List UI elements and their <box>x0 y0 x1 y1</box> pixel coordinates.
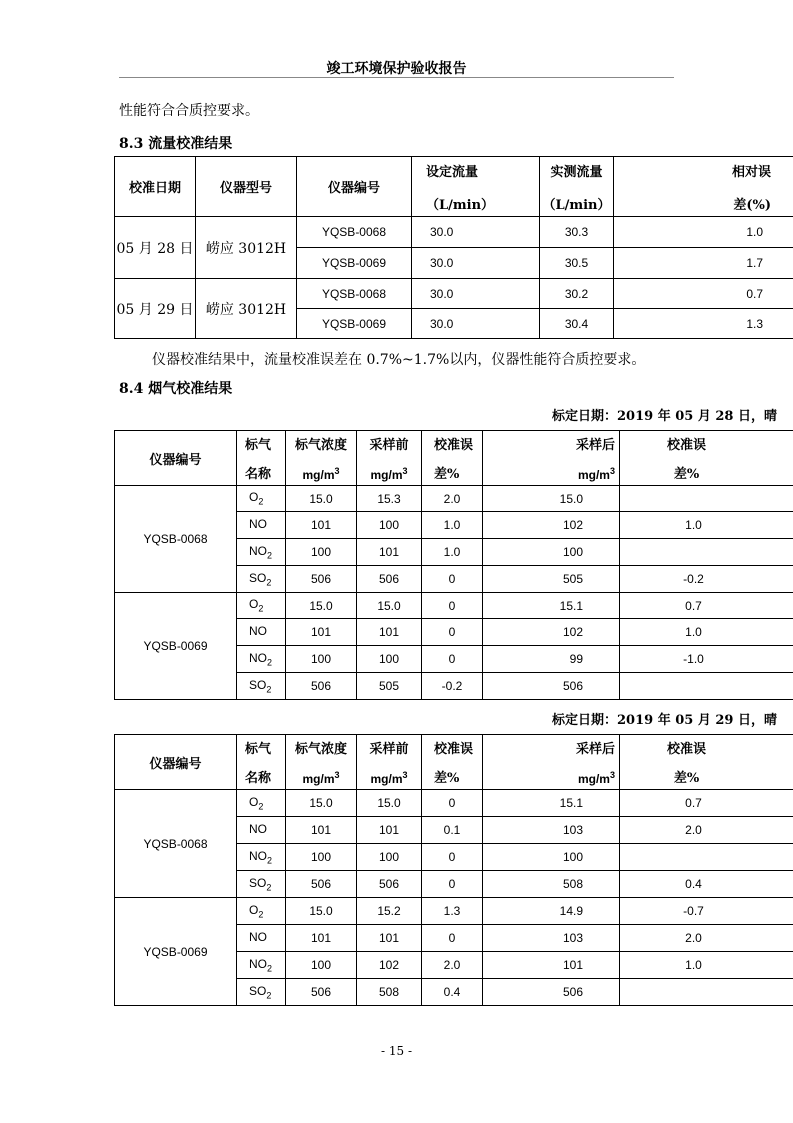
gas-name <box>237 512 286 539</box>
gas-err1: 1.0 <box>422 512 483 539</box>
gas-err2: 0.7 <box>620 593 793 619</box>
flow-date: 05 月 29 日 <box>115 279 196 339</box>
gas-err2 <box>620 844 793 871</box>
gas-formula: SO <box>249 570 267 585</box>
header-after-line1: 采样后 <box>575 438 615 453</box>
gas-formula: NO <box>249 956 267 971</box>
gas-instrument-id: YQSB-0069 <box>115 898 237 1006</box>
flow-conclusion: 仪器校准结果中，流量校准误差在 0.7%~1.7%以内，仪器性能符合质控要求。 <box>152 352 646 368</box>
header-conc-unit <box>302 466 339 482</box>
flow-error: 0.7 <box>614 279 793 309</box>
unit-exponent: 3 <box>402 770 408 780</box>
gas-before: 100 <box>357 844 422 871</box>
gas-calibration-table <box>114 430 793 700</box>
flow-row <box>115 217 793 248</box>
header-gas-line1: 标气 <box>245 742 272 757</box>
gas-conc: 100 <box>286 952 357 979</box>
flow-measured: 30.2 <box>540 279 614 309</box>
gas-after: 99 <box>483 646 620 673</box>
gas-formula: O <box>249 902 259 917</box>
header-conc-line1: 标气浓度 <box>294 742 347 757</box>
gas-before: 505 <box>357 673 422 700</box>
gas-err2: 0.4 <box>620 871 793 898</box>
gas-name <box>237 619 286 646</box>
flow-measured: 30.4 <box>540 309 614 339</box>
gas-conc: 100 <box>286 539 357 566</box>
header-err2-line2: 差% <box>673 771 700 786</box>
gas-formula-subscript: 2 <box>267 855 273 866</box>
gas-err2: 1.0 <box>620 512 793 539</box>
gas-err2: -1.0 <box>620 646 793 673</box>
header-rule <box>119 77 674 78</box>
unit-text: mg/m <box>302 468 335 482</box>
gas-formula: NO <box>249 516 267 531</box>
gas-conc: 15.0 <box>286 486 357 512</box>
header-id: 仪器编号 <box>115 431 237 486</box>
gas-name <box>237 871 286 898</box>
header-err2-line1: 校准误 <box>666 742 706 757</box>
gas-err1: 2.0 <box>422 952 483 979</box>
gas-err1: 0 <box>422 844 483 871</box>
header-before <box>357 431 422 486</box>
gas-before: 101 <box>357 925 422 952</box>
gas-before: 506 <box>357 871 422 898</box>
gas-after: 103 <box>483 817 620 844</box>
header-gas-name <box>237 735 286 790</box>
gas-row <box>115 790 793 817</box>
flow-set: 30.0 <box>412 279 540 309</box>
flow-header-row <box>115 157 793 217</box>
header-err1-line1: 校准误 <box>434 742 474 757</box>
gas-err2: 1.0 <box>620 619 793 646</box>
gas-conc: 15.0 <box>286 593 357 619</box>
gas-after: 102 <box>483 619 620 646</box>
gas-formula: SO <box>249 983 267 998</box>
section-8-4-title: 8.4 烟气校准结果 <box>119 381 233 397</box>
unit-exponent: 3 <box>334 770 340 780</box>
gas-err1: 0 <box>422 593 483 619</box>
header-after-line1: 采样后 <box>575 742 615 757</box>
gas-before: 15.3 <box>357 486 422 512</box>
header-before <box>357 735 422 790</box>
gas-name <box>237 539 286 566</box>
gas-after: 15.1 <box>483 790 620 817</box>
gas-name <box>237 566 286 593</box>
flow-id: YQSB-0069 <box>297 248 412 279</box>
header-date: 校准日期 <box>115 157 196 217</box>
gas-before: 100 <box>357 512 422 539</box>
gas-err2 <box>620 979 793 1006</box>
gas-after: 505 <box>483 566 620 593</box>
gas-after: 506 <box>483 673 620 700</box>
gas-name <box>237 925 286 952</box>
gas-err1: 0 <box>422 646 483 673</box>
flow-error: 1.3 <box>614 309 793 339</box>
header-err1-line2: 差% <box>434 467 460 482</box>
header-err1 <box>422 431 483 486</box>
gas-formula: SO <box>249 875 267 890</box>
gas-after: 506 <box>483 979 620 1006</box>
gas-name <box>237 790 286 817</box>
unit-text: mg/m <box>577 468 610 482</box>
gas-conc: 100 <box>286 844 357 871</box>
unit-exponent: 3 <box>402 466 408 476</box>
gas-formula-subscript: 2 <box>258 496 264 507</box>
unit-exponent: 3 <box>334 466 340 476</box>
gas-err2: 1.0 <box>620 952 793 979</box>
gas-before: 506 <box>357 566 422 593</box>
gas-before: 15.0 <box>357 790 422 817</box>
gas-before: 100 <box>357 646 422 673</box>
gas-err2: 2.0 <box>620 817 793 844</box>
flow-date: 05 月 28 日 <box>115 217 196 279</box>
gas-conc: 101 <box>286 619 357 646</box>
header-gas-line2: 名称 <box>245 467 272 482</box>
gas-after: 103 <box>483 925 620 952</box>
gas-conc: 101 <box>286 512 357 539</box>
header-before-line1: 采样前 <box>369 438 409 453</box>
header-err2 <box>620 735 793 790</box>
header-relative-error <box>614 157 793 217</box>
gas-conc: 506 <box>286 871 357 898</box>
unit-text: mg/m <box>370 468 403 482</box>
flow-set: 30.0 <box>412 248 540 279</box>
gas-formula: NO <box>249 623 267 638</box>
gas-err2 <box>620 539 793 566</box>
header-gas-line2: 名称 <box>245 771 272 786</box>
gas-after: 101 <box>483 952 620 979</box>
flow-set: 30.0 <box>412 217 540 248</box>
gas-formula: NO <box>249 821 267 836</box>
header-conc-unit <box>302 770 339 786</box>
unit-exponent: 3 <box>609 770 615 780</box>
unit-text: mg/m <box>577 772 610 786</box>
flow-set: 30.0 <box>412 309 540 339</box>
header-after <box>483 431 620 486</box>
gas-err1: 2.0 <box>422 486 483 512</box>
header-before-line1: 采样前 <box>369 742 409 757</box>
gas-after: 508 <box>483 871 620 898</box>
header-relerr-line1: 相对误 <box>731 164 771 180</box>
flow-error: 1.0 <box>614 217 793 248</box>
gas-conc: 101 <box>286 925 357 952</box>
gas-after: 102 <box>483 512 620 539</box>
gas-formula: O <box>249 794 259 809</box>
gas-formula-subscript: 2 <box>266 577 272 588</box>
header-err2-line1: 校准误 <box>666 438 706 453</box>
header-err2-line2: 差% <box>673 467 700 482</box>
header-set-flow <box>412 157 540 217</box>
gas-formula: O <box>249 597 259 612</box>
header-gas-name <box>237 431 286 486</box>
flow-id: YQSB-0069 <box>297 309 412 339</box>
gas-instrument-id: YQSB-0068 <box>115 486 237 593</box>
header-set-flow-line1: 设定流量 <box>426 164 479 180</box>
gas-before: 101 <box>357 539 422 566</box>
gas-err1: 0 <box>422 871 483 898</box>
running-header-title: 竣工环境保护验收报告 <box>326 61 467 77</box>
gas-before: 101 <box>357 619 422 646</box>
header-measured <box>540 157 614 217</box>
intro-text: 性能符合合质控要求。 <box>119 103 259 119</box>
calibration-date-caption: 标定日期：2019 年 05 月 29 日，晴 <box>552 713 777 728</box>
gas-header-row <box>115 431 793 486</box>
gas-name <box>237 817 286 844</box>
gas-after: 15.0 <box>483 486 620 512</box>
header-gas-line1: 标气 <box>245 438 272 453</box>
gas-after: 100 <box>483 539 620 566</box>
gas-before: 508 <box>357 979 422 1006</box>
header-err1-line1: 校准误 <box>434 438 474 453</box>
gas-err2: -0.2 <box>620 566 793 593</box>
flow-row <box>115 279 793 309</box>
gas-conc: 15.0 <box>286 790 357 817</box>
flow-id: YQSB-0068 <box>297 279 412 309</box>
header-err1-line2: 差% <box>434 771 460 786</box>
flow-measured: 30.5 <box>540 248 614 279</box>
header-conc-line1: 标气浓度 <box>294 438 347 453</box>
header-conc <box>286 431 357 486</box>
gas-after: 14.9 <box>483 898 620 925</box>
gas-conc: 100 <box>286 646 357 673</box>
gas-formula-subscript: 2 <box>267 550 273 561</box>
gas-conc: 506 <box>286 566 357 593</box>
header-relerr-line2: 差(%) <box>733 197 771 213</box>
gas-formula: SO <box>249 677 267 692</box>
unit-text: mg/m <box>370 772 403 786</box>
gas-err1: 0.1 <box>422 817 483 844</box>
gas-formula: NO <box>249 848 267 863</box>
gas-name <box>237 979 286 1006</box>
header-conc <box>286 735 357 790</box>
header-err1 <box>422 735 483 790</box>
gas-err1: 1.0 <box>422 539 483 566</box>
gas-before: 102 <box>357 952 422 979</box>
unit-text: mg/m <box>302 772 335 786</box>
gas-err2: -0.7 <box>620 898 793 925</box>
header-after <box>483 735 620 790</box>
gas-err1: 0 <box>422 925 483 952</box>
gas-formula: NO <box>249 543 267 558</box>
flow-model: 崂应 3012H <box>196 217 297 279</box>
gas-formula-subscript: 2 <box>258 909 264 920</box>
gas-name <box>237 593 286 619</box>
header-measured-line1: 实测流量 <box>550 164 603 180</box>
header-before-unit <box>370 770 407 786</box>
gas-formula-subscript: 2 <box>258 801 264 812</box>
gas-err1: 0 <box>422 566 483 593</box>
gas-formula-subscript: 2 <box>267 963 273 974</box>
gas-calibration-table <box>114 734 793 1006</box>
gas-before: 15.0 <box>357 593 422 619</box>
gas-conc: 15.0 <box>286 898 357 925</box>
gas-formula-subscript: 2 <box>266 882 272 893</box>
gas-name <box>237 673 286 700</box>
section-8-3-title: 8.3 流量校准结果 <box>119 136 233 152</box>
gas-formula-subscript: 2 <box>267 657 273 668</box>
gas-err1: 1.3 <box>422 898 483 925</box>
flow-error: 1.7 <box>614 248 793 279</box>
gas-conc: 101 <box>286 817 357 844</box>
flow-calibration-table <box>114 156 793 339</box>
gas-err2: 2.0 <box>620 925 793 952</box>
gas-instrument-id: YQSB-0068 <box>115 790 237 898</box>
gas-before: 15.2 <box>357 898 422 925</box>
gas-formula: O <box>249 490 259 505</box>
header-set-flow-line2: （L/min） <box>426 197 495 213</box>
gas-instrument-id: YQSB-0069 <box>115 593 237 700</box>
gas-formula-subscript: 2 <box>258 603 264 614</box>
gas-name <box>237 952 286 979</box>
gas-err2: 0.7 <box>620 790 793 817</box>
gas-name <box>237 898 286 925</box>
gas-row <box>115 593 793 619</box>
header-measured-line2: （L/min） <box>542 197 611 213</box>
gas-after: 100 <box>483 844 620 871</box>
gas-formula-subscript: 2 <box>266 990 272 1001</box>
gas-formula: NO <box>249 650 267 665</box>
gas-name <box>237 646 286 673</box>
header-id: 仪器编号 <box>297 157 412 217</box>
header-err2 <box>620 431 793 486</box>
flow-id: YQSB-0068 <box>297 217 412 248</box>
flow-model: 崂应 3012H <box>196 279 297 339</box>
header-after-unit <box>578 770 615 786</box>
gas-formula-subscript: 2 <box>266 684 272 695</box>
gas-conc: 506 <box>286 979 357 1006</box>
header-id: 仪器编号 <box>115 735 237 790</box>
gas-name <box>237 486 286 512</box>
gas-row <box>115 898 793 925</box>
gas-before: 101 <box>357 817 422 844</box>
gas-err1: 0.4 <box>422 979 483 1006</box>
gas-after: 15.1 <box>483 593 620 619</box>
gas-err1: 0 <box>422 790 483 817</box>
gas-row <box>115 486 793 512</box>
calibration-date-caption: 标定日期：2019 年 05 月 28 日，晴 <box>552 409 777 424</box>
gas-name <box>237 844 286 871</box>
unit-exponent: 3 <box>609 466 615 476</box>
header-after-unit <box>578 466 615 482</box>
header-model: 仪器型号 <box>196 157 297 217</box>
gas-header-row <box>115 735 793 790</box>
page-number: - 15 - <box>380 1044 412 1058</box>
flow-measured: 30.3 <box>540 217 614 248</box>
gas-err2 <box>620 673 793 700</box>
header-before-unit <box>370 466 407 482</box>
gas-err1: -0.2 <box>422 673 483 700</box>
gas-err2 <box>620 486 793 512</box>
gas-formula: NO <box>249 929 267 944</box>
gas-conc: 506 <box>286 673 357 700</box>
gas-err1: 0 <box>422 619 483 646</box>
